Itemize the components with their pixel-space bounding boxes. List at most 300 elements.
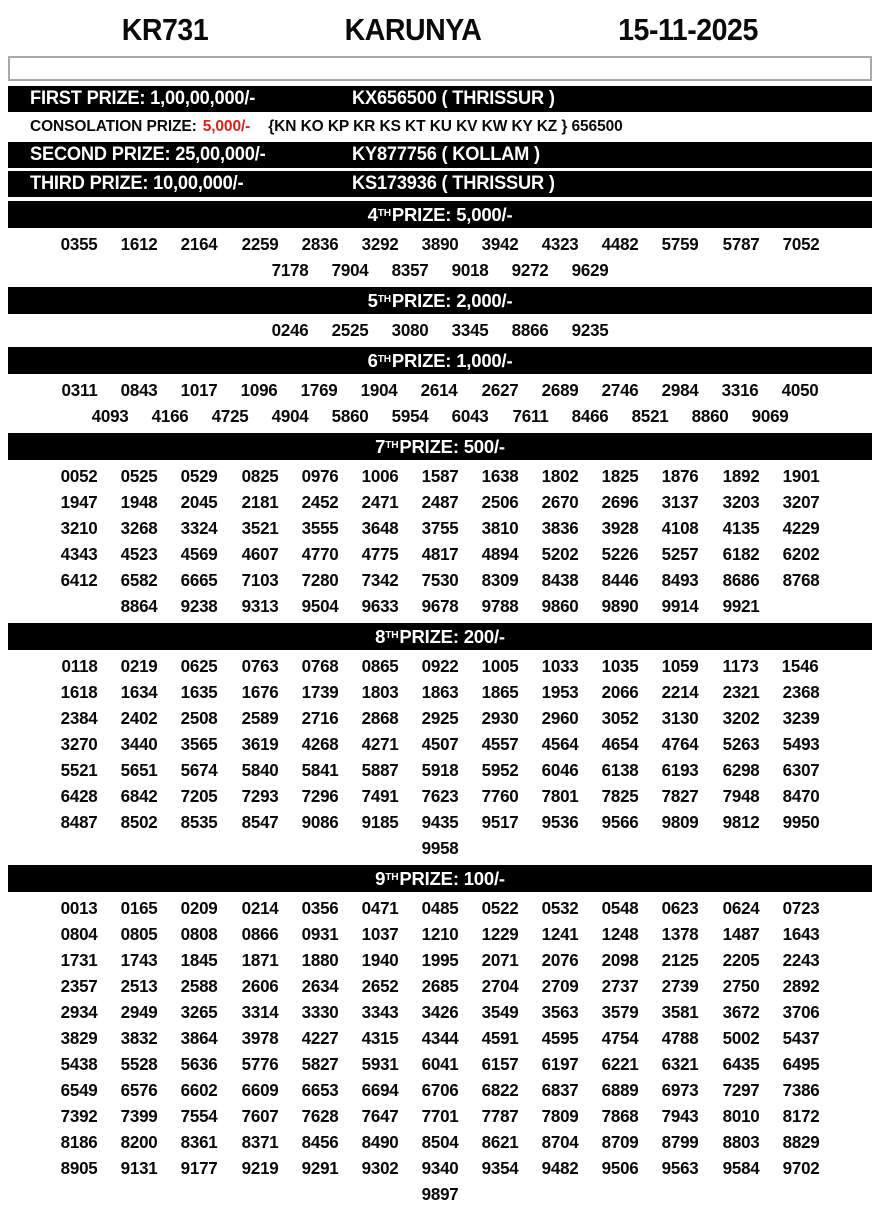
prize-number: 1587	[421, 465, 459, 486]
prize-number: 4050	[781, 379, 819, 400]
prize-number: 6602	[180, 1079, 218, 1100]
prize-number-row	[0, 783, 880, 809]
prize-number: 3052	[601, 707, 639, 728]
prize-number: 1173	[722, 655, 759, 676]
prize-number: 0209	[180, 897, 218, 918]
prize-number: 7491	[361, 785, 399, 806]
prize-number: 1880	[301, 949, 339, 970]
first-prize-label: FIRST PRIZE: 1,00,00,000/-	[30, 88, 256, 109]
prize-number: 1643	[782, 923, 820, 944]
prize-number: 1892	[722, 465, 760, 486]
prize-number-row	[0, 515, 880, 541]
prize-number: 9950	[782, 811, 820, 832]
prize-number: 0931	[301, 923, 339, 944]
prize-number: 5226	[601, 543, 639, 564]
prize-number: 6665	[180, 569, 218, 590]
prize-number: 4894	[481, 543, 519, 564]
prize-number: 4595	[541, 1027, 579, 1048]
prize-number: 4775	[361, 543, 399, 564]
prize-number: 0246	[271, 319, 309, 340]
section-ordinal: 5	[367, 289, 378, 311]
prize-number-row	[0, 1181, 880, 1207]
prize-number: 7293	[241, 785, 279, 806]
prize-number: 4904	[271, 405, 309, 426]
prize-number: 4135	[722, 517, 760, 538]
prize-number: 9678	[421, 595, 459, 616]
prize-number: 4725	[211, 405, 249, 426]
first-prize-ticket: KX656500 ( THRISSUR )	[352, 88, 555, 109]
prize-number: 5674	[180, 759, 218, 780]
prize-number: 9219	[241, 1157, 279, 1178]
prize-number: 3330	[301, 1001, 339, 1022]
prize-number: 0532	[541, 897, 579, 918]
prize-number: 8768	[782, 569, 820, 590]
prize-number: 5954	[391, 405, 429, 426]
prize-number: 4271	[361, 733, 399, 754]
prize-number: 5202	[541, 543, 579, 564]
prize-number: 3555	[301, 517, 339, 538]
prize-number: 8371	[241, 1131, 279, 1152]
prize-number-row	[0, 653, 880, 679]
prize-number: 2739	[662, 975, 700, 996]
prize-number: 4344	[421, 1027, 459, 1048]
prize-number: 8309	[481, 569, 519, 590]
section-9th-prize	[0, 865, 880, 1207]
prize-number: 2704	[481, 975, 519, 996]
prize-number: 2716	[301, 707, 339, 728]
prize-number: 4315	[361, 1027, 399, 1048]
prize-number-row	[0, 1129, 880, 1155]
prize-number: 9629	[571, 259, 609, 280]
prize-number: 0525	[120, 465, 158, 486]
prize-number-row	[0, 1155, 880, 1181]
section-numbers-4th	[0, 231, 880, 283]
prize-number: 9633	[361, 595, 399, 616]
prize-number: 6046	[541, 759, 579, 780]
prize-number: 3440	[120, 733, 158, 754]
prize-number: 9890	[601, 595, 639, 616]
prize-number: 9302	[361, 1157, 399, 1178]
section-header-4th: 4 TH PRIZE: 5,000/-	[8, 201, 872, 228]
prize-number: 1059	[662, 655, 700, 676]
prize-number: 2836	[301, 233, 339, 254]
prize-number: 0355	[60, 233, 98, 254]
prize-number: 3890	[421, 233, 459, 254]
prize-number: 9131	[120, 1157, 158, 1178]
prize-number: 1229	[481, 923, 519, 944]
prize-number: 3928	[601, 517, 639, 538]
prize-number: 1731	[60, 949, 98, 970]
prize-number: 3810	[481, 517, 519, 538]
prize-number: 5257	[662, 543, 700, 564]
prize-number: 0723	[782, 897, 820, 918]
prize-number: 8487	[60, 811, 98, 832]
prize-number: 1739	[301, 681, 339, 702]
prize-number: 2960	[541, 707, 579, 728]
consolation-label: CONSOLATION PRIZE:	[30, 118, 197, 135]
prize-number: 0843	[120, 379, 158, 400]
prize-number: 1904	[360, 379, 398, 400]
consolation-series: {KN KO KP KR KS KT KU KV KW KY KZ } 656500	[268, 118, 623, 135]
prize-number: 0219	[120, 655, 158, 676]
section-numbers-9th	[0, 895, 880, 1207]
prize-number: 3324	[180, 517, 218, 538]
prize-number: 1802	[541, 465, 579, 486]
prize-number: 7787	[481, 1105, 519, 1126]
title-row	[0, 6, 880, 54]
prize-number: 1210	[421, 923, 459, 944]
prize-number: 6221	[601, 1053, 639, 1074]
prize-number: 2071	[481, 949, 519, 970]
prize-number: 9086	[301, 811, 339, 832]
prize-number: 4507	[421, 733, 459, 754]
prize-number: 3268	[120, 517, 158, 538]
prize-number: 1033	[541, 655, 579, 676]
prize-number: 4654	[601, 733, 639, 754]
prize-number: 3292	[361, 233, 399, 254]
prize-number: 7868	[601, 1105, 639, 1126]
prize-number: 8621	[481, 1131, 519, 1152]
prize-number: 3080	[391, 319, 429, 340]
prize-number: 7296	[301, 785, 339, 806]
prize-number-row	[0, 679, 880, 705]
prize-number: 3549	[481, 1001, 519, 1022]
prize-number: 9340	[421, 1157, 459, 1178]
prize-number: 2685	[421, 975, 459, 996]
prize-number: 3265	[180, 1001, 218, 1022]
third-prize-bar	[8, 171, 872, 197]
prize-number: 4268	[301, 733, 339, 754]
prize-number: 6428	[60, 785, 98, 806]
prize-number: 3202	[722, 707, 760, 728]
prize-number: 2045	[180, 491, 218, 512]
prize-number: 0471	[361, 897, 399, 918]
prize-number: 2384	[60, 707, 98, 728]
prize-number: 1743	[120, 949, 158, 970]
prize-number: 8010	[722, 1105, 760, 1126]
prize-number: 5651	[120, 759, 158, 780]
prize-number-row	[0, 1077, 880, 1103]
prize-number: 3864	[180, 1027, 218, 1048]
section-8th-prize	[0, 623, 880, 861]
prize-number: 7554	[180, 1105, 218, 1126]
prize-number: 8466	[571, 405, 609, 426]
prize-number: 0311	[61, 379, 98, 400]
prize-number: 1546	[781, 655, 819, 676]
prize-number: 1378	[662, 923, 700, 944]
section-header-9th: 9 TH PRIZE: 100/-	[8, 865, 872, 892]
prize-number: 9506	[601, 1157, 639, 1178]
prize-number: 0808	[180, 923, 218, 944]
prize-number: 1005	[481, 655, 519, 676]
prize-number-row	[0, 1025, 880, 1051]
prize-number: 0214	[241, 897, 279, 918]
prize-number: 5521	[60, 759, 98, 780]
prize-number: 0522	[481, 897, 519, 918]
prize-number: 9272	[511, 259, 549, 280]
prize-number: 0768	[301, 655, 339, 676]
prize-number: 2589	[241, 707, 279, 728]
prize-number: 2892	[782, 975, 820, 996]
prize-number: 3579	[601, 1001, 639, 1022]
prize-number: 2181	[241, 491, 279, 512]
prize-number: 4591	[481, 1027, 519, 1048]
prize-number: 3755	[421, 517, 459, 538]
prize-number: 2243	[782, 949, 820, 970]
prize-number: 2452	[301, 491, 339, 512]
section-title-rest: PRIZE: 500/-	[399, 435, 505, 457]
second-prize-ticket: KY877756 ( KOLLAM )	[352, 144, 540, 165]
prize-number: 8686	[722, 569, 760, 590]
prize-number: 4764	[662, 733, 700, 754]
section-title-rest: PRIZE: 5,000/-	[391, 203, 513, 225]
prize-number: 6842	[120, 785, 158, 806]
prize-number: 7386	[782, 1079, 820, 1100]
prize-number: 6889	[601, 1079, 639, 1100]
consolation-prize-row	[8, 115, 872, 139]
prize-number-row	[0, 231, 880, 257]
section-numbers-5th	[0, 317, 880, 343]
prize-number: 3563	[541, 1001, 579, 1022]
prize-number: 3581	[662, 1001, 700, 1022]
prize-number: 8446	[601, 569, 639, 590]
prize-number: 7052	[782, 233, 820, 254]
section-header-8th: 8 TH PRIZE: 200/-	[8, 623, 872, 650]
prize-number: 5759	[662, 233, 700, 254]
prize-number: 9921	[722, 595, 760, 616]
prize-number: 8361	[180, 1131, 218, 1152]
prize-number: 6182	[722, 543, 760, 564]
prize-number: 0866	[241, 923, 279, 944]
prize-number: 2506	[481, 491, 519, 512]
prize-number: 5437	[782, 1027, 820, 1048]
prize-number: 0624	[722, 897, 760, 918]
prize-number: 2949	[120, 1001, 158, 1022]
prize-number: 1825	[601, 465, 639, 486]
prize-number-row	[0, 731, 880, 757]
prize-number: 7611	[512, 405, 549, 426]
prize-number: 9291	[301, 1157, 339, 1178]
prize-number: 3836	[541, 517, 579, 538]
prize-number: 3343	[361, 1001, 399, 1022]
prize-number: 8438	[541, 569, 579, 590]
prize-number: 5860	[331, 405, 369, 426]
prize-number: 2588	[180, 975, 218, 996]
section-header-7th: 7 TH PRIZE: 500/-	[8, 433, 872, 460]
prize-number: 9482	[541, 1157, 579, 1178]
prize-number: 2164	[180, 233, 218, 254]
section-numbers-8th	[0, 653, 880, 861]
prize-number-row	[0, 1103, 880, 1129]
prize-number: 6549	[60, 1079, 98, 1100]
prize-number-row	[0, 921, 880, 947]
prize-number: 7280	[301, 569, 339, 590]
prize-number: 2930	[481, 707, 519, 728]
prize-number: 5438	[60, 1053, 98, 1074]
prize-number: 1618	[60, 681, 98, 702]
prize-number: 7297	[722, 1079, 760, 1100]
prize-number: 6822	[481, 1079, 519, 1100]
section-ordinal: 4	[367, 203, 378, 225]
prize-number: 4788	[662, 1027, 700, 1048]
prize-number: 1676	[241, 681, 279, 702]
prize-number: 1638	[481, 465, 519, 486]
prize-number: 8709	[601, 1131, 639, 1152]
prize-number: 9018	[451, 259, 489, 280]
prize-number-row	[0, 809, 880, 835]
prize-number: 6321	[662, 1053, 700, 1074]
prize-number: 6609	[241, 1079, 279, 1100]
prize-number: 6298	[722, 759, 760, 780]
prize-number: 4093	[91, 405, 129, 426]
prize-number: 6043	[452, 405, 490, 426]
prize-number: 2513	[120, 975, 158, 996]
prize-number: 8829	[782, 1131, 820, 1152]
prize-number: 2098	[601, 949, 639, 970]
prize-number: 3565	[180, 733, 218, 754]
prize-number: 1037	[361, 923, 399, 944]
prize-number-row	[0, 593, 880, 619]
prize-number: 4607	[241, 543, 279, 564]
prize-number: 9517	[481, 811, 519, 832]
prize-number: 0485	[421, 897, 459, 918]
prize-number: 3521	[241, 517, 279, 538]
prize-number: 6653	[301, 1079, 339, 1100]
prize-number: 4523	[120, 543, 158, 564]
prize-number: 5952	[481, 759, 519, 780]
draw-code: KR731	[121, 12, 209, 47]
prize-number: 6973	[662, 1079, 700, 1100]
prize-number: 0529	[180, 465, 218, 486]
prize-number: 8357	[391, 259, 429, 280]
prize-number: 1248	[601, 923, 639, 944]
prize-number: 3832	[120, 1027, 158, 1048]
prize-number: 6197	[541, 1053, 579, 1074]
prize-number: 1017	[180, 379, 218, 400]
section-title-rest: PRIZE: 1,000/-	[391, 349, 513, 371]
prize-number: 7399	[120, 1105, 158, 1126]
prize-number: 1096	[240, 379, 278, 400]
prize-number: 3829	[60, 1027, 98, 1048]
prize-number: 7647	[361, 1105, 399, 1126]
prize-number: 9958	[421, 837, 459, 858]
prize-number: 3672	[722, 1001, 760, 1022]
prize-number: 0763	[241, 655, 279, 676]
prize-number: 6138	[601, 759, 639, 780]
prize-number: 2321	[722, 681, 760, 702]
prize-number: 3316	[721, 379, 759, 400]
prize-number: 9563	[662, 1157, 700, 1178]
prize-number: 2984	[661, 379, 699, 400]
prize-number: 8866	[511, 319, 549, 340]
prize-number-row	[0, 567, 880, 593]
prize-number: 6706	[421, 1079, 459, 1100]
prize-number: 5636	[180, 1053, 218, 1074]
section-title-rest: PRIZE: 100/-	[399, 867, 505, 889]
prize-number: 4569	[180, 543, 218, 564]
prize-number: 2076	[541, 949, 579, 970]
prize-number: 2689	[541, 379, 579, 400]
prize-number: 3137	[662, 491, 700, 512]
prize-number: 3207	[782, 491, 820, 512]
prize-number: 1487	[722, 923, 760, 944]
prize-number: 7825	[601, 785, 639, 806]
prize-number: 4482	[601, 233, 639, 254]
prize-number: 4108	[662, 517, 700, 538]
prize-number: 4770	[301, 543, 339, 564]
prize-number: 0052	[60, 465, 98, 486]
prize-number-row	[0, 705, 880, 731]
prize-number: 7392	[60, 1105, 98, 1126]
prize-number: 8521	[631, 405, 669, 426]
prize-number: 4817	[421, 543, 459, 564]
section-5th-prize	[0, 287, 880, 343]
prize-number: 5776	[241, 1053, 279, 1074]
prize-number: 1006	[361, 465, 399, 486]
prize-number: 3978	[241, 1027, 279, 1048]
prize-number: 5528	[120, 1053, 158, 1074]
prize-number: 2634	[301, 975, 339, 996]
section-ordinal: 9	[375, 867, 386, 889]
prize-number: 3942	[481, 233, 519, 254]
prize-number: 4227	[301, 1027, 339, 1048]
prize-number: 5263	[722, 733, 760, 754]
prize-number: 9504	[301, 595, 339, 616]
prize-number-row	[0, 835, 880, 861]
prize-number: 1612	[120, 233, 158, 254]
prize-number: 8864	[120, 595, 158, 616]
prize-number: 5841	[301, 759, 339, 780]
prize-number: 3345	[451, 319, 489, 340]
prize-number: 6307	[782, 759, 820, 780]
prize-number: 7628	[301, 1105, 339, 1126]
prize-number: 8493	[662, 569, 700, 590]
prize-number: 9897	[421, 1183, 459, 1204]
prize-number: 9860	[541, 595, 579, 616]
prize-number: 2868	[361, 707, 399, 728]
prize-number: 2750	[722, 975, 760, 996]
prize-number: 4564	[541, 733, 579, 754]
prize-number-row	[0, 317, 880, 343]
prize-number: 3130	[662, 707, 700, 728]
prize-number: 9313	[241, 595, 279, 616]
prize-number-row	[0, 377, 880, 403]
prize-number: 3648	[361, 517, 399, 538]
prize-number: 7178	[271, 259, 309, 280]
prize-number: 0548	[601, 897, 639, 918]
prize-number: 7342	[361, 569, 399, 590]
prize-number: 3426	[421, 1001, 459, 1022]
empty-input-box	[8, 56, 872, 81]
section-ordinal: 6	[367, 349, 378, 371]
prize-number: 5493	[782, 733, 820, 754]
prize-number: 0976	[301, 465, 339, 486]
prize-number: 4557	[481, 733, 519, 754]
prize-number: 5787	[722, 233, 760, 254]
prize-number: 8172	[782, 1105, 820, 1126]
section-numbers-7th	[0, 463, 880, 619]
prize-number-row	[0, 403, 880, 429]
prize-number: 3239	[782, 707, 820, 728]
prize-number: 0922	[421, 655, 459, 676]
prize-number: 8186	[60, 1131, 98, 1152]
section-header-6th: 6 TH PRIZE: 1,000/-	[8, 347, 872, 374]
prize-number: 1947	[60, 491, 98, 512]
prize-number: 5887	[361, 759, 399, 780]
prize-number: 0804	[60, 923, 98, 944]
prize-number: 7607	[241, 1105, 279, 1126]
prize-number: 6193	[662, 759, 700, 780]
